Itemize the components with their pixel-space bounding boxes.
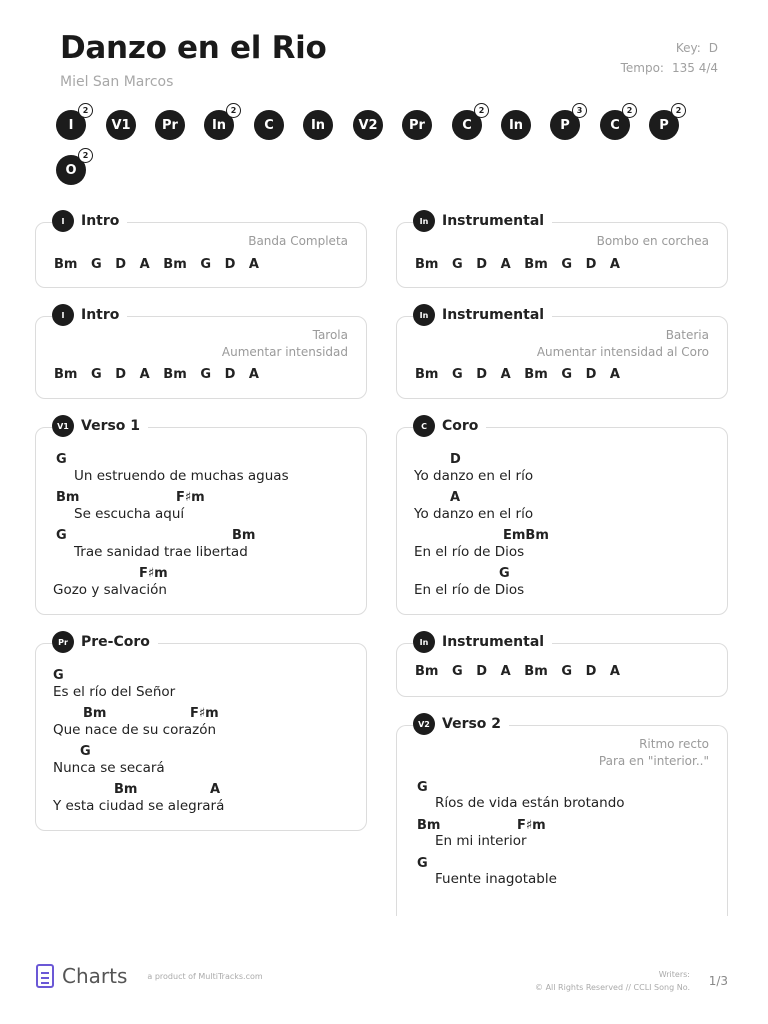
section-title: Coro (442, 418, 479, 434)
chord: F♯m (139, 566, 168, 581)
section-title: Instrumental (442, 213, 545, 229)
section-title: Instrumental (442, 634, 545, 650)
roadmap-item[interactable]: In (303, 110, 333, 140)
lyric-line: Un estruendo de muchas aguas (74, 468, 289, 484)
section-intro-2 (35, 307, 367, 399)
lyric-line: Nunca se secará (53, 760, 165, 776)
key-label: Key: (675, 41, 701, 55)
section-badge: In (413, 631, 435, 653)
chord: G (499, 566, 510, 581)
chord: EmBm (503, 528, 549, 543)
roadmap-item[interactable]: C 2 (452, 110, 482, 140)
chord: Bm (114, 782, 138, 797)
section-notes: Bateria Aumentar intensidad al Coro (536, 328, 709, 359)
chord-line: Bm G D A Bm G D A (415, 664, 620, 679)
chord-line: Bm G D A Bm G D A (415, 257, 620, 272)
roadmap-item[interactable]: Pr (402, 110, 432, 140)
section-badge: In (413, 210, 435, 232)
tempo-value: 135 4/4 (671, 61, 718, 75)
section-title: Intro (81, 307, 120, 323)
section-badge: In (413, 304, 435, 326)
product-note: a product of MultiTracks.com (147, 971, 263, 981)
section-badge: V1 (52, 415, 74, 437)
lyric-line: Que nace de su corazón (53, 722, 217, 738)
roadmap-item[interactable]: C (254, 110, 284, 140)
section-intro-1 (35, 213, 367, 288)
lyric-line: Ríos de vida están brotando (435, 795, 625, 811)
chord: G (53, 668, 64, 683)
roadmap-item[interactable]: I 2 (56, 110, 86, 140)
brand-name: Charts (62, 964, 128, 988)
section-badge: I (52, 210, 74, 232)
section-pre-coro (35, 634, 367, 831)
section-title: Pre-Coro (81, 634, 150, 650)
lyric-line: En el río de Dios (414, 544, 525, 560)
section-badge: I (52, 304, 74, 326)
roadmap-item[interactable]: In 2 (204, 110, 234, 140)
repeat-count: 2 (78, 148, 93, 163)
roadmap-item[interactable]: Pr (155, 110, 185, 140)
chord: A (210, 782, 221, 797)
chord: Bm (417, 818, 441, 833)
lyric-line: En mi interior (435, 833, 527, 849)
section-notes: Banda Completa (248, 234, 348, 248)
chord: G (80, 744, 91, 759)
chord-line: Bm G D A Bm G D A (54, 367, 259, 382)
lyric-line: Y esta ciudad se alegrará (53, 798, 225, 814)
chord: F♯m (176, 490, 205, 505)
writers-label: Writers: (658, 970, 690, 979)
chord: A (450, 490, 461, 505)
lyric-line: Yo danzo en el río (414, 506, 534, 522)
chord: G (417, 780, 428, 795)
roadmap-item[interactable]: V1 (106, 110, 136, 140)
section-title: Intro (81, 213, 120, 229)
section-notes: Bombo en corchea (596, 234, 709, 248)
chord: D (450, 452, 461, 467)
chord: G (417, 856, 428, 871)
footer-credits (535, 968, 690, 994)
lyric-line: Trae sanidad trae libertad (74, 544, 248, 560)
chord-line: Bm G D A Bm G D A (415, 367, 620, 382)
page-number: 1/3 (708, 974, 728, 988)
chord: G (56, 528, 67, 543)
section-instrumental-2 (396, 307, 728, 399)
key-value: D (708, 41, 718, 55)
chord-line: Bm G D A Bm G D A (54, 257, 259, 272)
section-instrumental-3 (396, 634, 728, 697)
section-notes: Tarola Aumentar intensidad (221, 328, 348, 359)
section-instrumental-1 (396, 213, 728, 288)
roadmap-item[interactable]: P 2 (649, 110, 679, 140)
chord: F♯m (190, 706, 219, 721)
footer-brand[interactable] (36, 964, 263, 988)
lyric-line: Fuente inagotable (435, 871, 557, 887)
section-verso-2 (396, 716, 728, 916)
repeat-count: 2 (671, 103, 686, 118)
roadmap-item[interactable]: P 3 (550, 110, 580, 140)
repeat-count: 2 (474, 103, 489, 118)
chord: G (56, 452, 67, 467)
repeat-count: 2 (226, 103, 241, 118)
section-notes: Ritmo recto Para en "interior.." (598, 737, 709, 768)
song-artist: Miel San Marcos (60, 74, 174, 90)
document-icon (36, 964, 54, 988)
repeat-count: 2 (622, 103, 637, 118)
section-title: Verso 2 (442, 716, 502, 732)
song-title: Danzo en el Rio (60, 30, 327, 66)
section-coro (396, 418, 728, 615)
chord: Bm (83, 706, 107, 721)
section-badge: Pr (52, 631, 74, 653)
song-meta (621, 38, 718, 78)
roadmap-item[interactable]: In (501, 110, 531, 140)
section-badge: V2 (413, 713, 435, 735)
chord: Bm (56, 490, 80, 505)
section-title: Verso 1 (81, 418, 141, 434)
tempo-label: Tempo: (620, 61, 664, 75)
chord: F♯m (517, 818, 546, 833)
section-title: Instrumental (442, 307, 545, 323)
roadmap-item[interactable]: O 2 (56, 155, 86, 185)
roadmap-item[interactable]: C 2 (600, 110, 630, 140)
section-verso-1 (35, 418, 367, 615)
lyric-line: Yo danzo en el río (414, 468, 534, 484)
repeat-count: 2 (78, 103, 93, 118)
lyric-line: Gozo y salvación (53, 582, 167, 598)
repeat-count: 3 (572, 103, 587, 118)
lyric-line: Se escucha aquí (74, 506, 185, 522)
section-badge: C (413, 415, 435, 437)
rights-text: © All Rights Reserved // CCLI Song No. (535, 983, 690, 992)
lyric-line: Es el río del Señor (53, 684, 176, 700)
roadmap-item[interactable]: V2 (353, 110, 383, 140)
chord: Bm (232, 528, 256, 543)
lyric-line: En el río de Dios (414, 582, 525, 598)
